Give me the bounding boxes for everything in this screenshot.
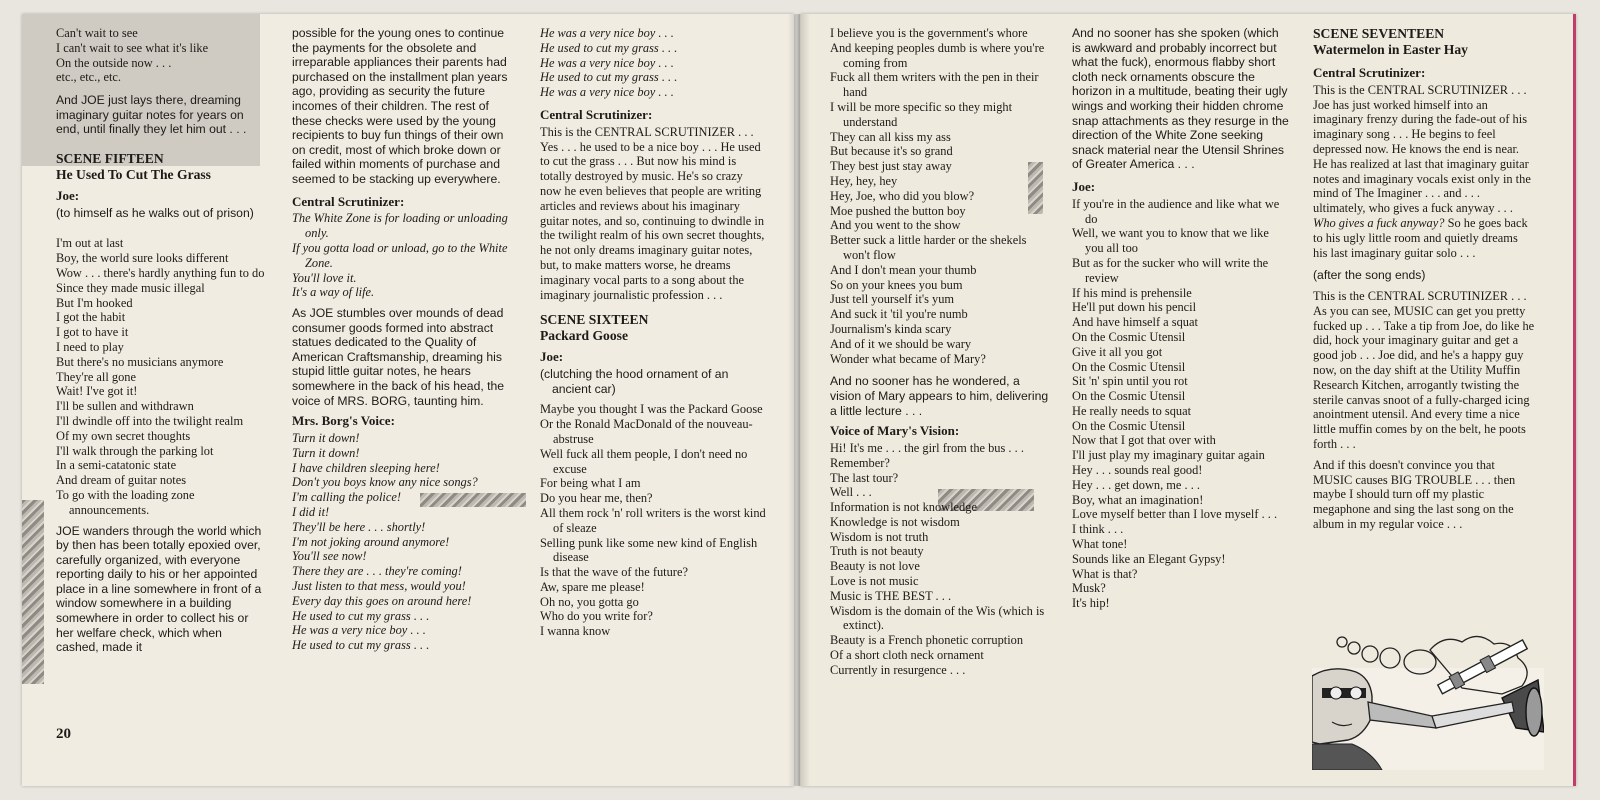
text-line: Wait! I've got it! [56,384,138,399]
text-line: I need to play [56,339,124,354]
text-line: I will be more specific so they might understand [830,99,1013,129]
text-line: And I don't mean your thumb [830,262,977,277]
text-line: Knowledge is not wisdom [830,514,960,529]
text-line: Well . . . [830,485,872,500]
book-gutter [788,14,810,786]
text-line: He'll put down his pencil [1072,300,1197,315]
column-6 [1313,26,1535,538]
song-lines [56,236,266,517]
text-line: I think . . . [1072,522,1124,537]
text-line: Do you hear me, then? [540,491,653,506]
megaphone-man-illustration [1312,632,1544,770]
borg-lines [292,431,516,653]
song-lines [1072,197,1290,611]
text-line: Turn it down! [292,431,360,446]
text-line: If you gotta load or unload, go to the White Zone. [292,240,508,270]
text-line: Oh no, you gotta go [540,594,639,609]
text-line: They're all gone [56,369,136,384]
text-line: Since they made music illegal [56,280,205,295]
text-line: Sounds like an Elegant Gypsy! [1072,551,1226,566]
narration: This is the CENTRAL SCRUTINIZER . . . Joe has just worked himself into an imaginary frenzy during the fade-out of his imaginary song . . . He begins to feel depressed now. He knows the end is near. He has realized at last that imaginary guitar notes and imaginary vocals exist only in the mind of The Imaginer . . . and . . . ultimately, who gives a fuck anyway . . . Who gives a fuck anyway? So he goes back to his ugly little room and quietly dreams his last imaginary guitar solo . . . [1313,82,1531,260]
text-line: Or the Ronald MacDonald of the nouveau-abstruse [540,417,753,446]
speaker-label: Central Scrutinizer: [540,106,653,122]
text-line: He used to cut my grass . . . [292,638,430,653]
narration: As JOE stumbles over mounds of dead consumer goods formed into abstract statues dedicated to the Quality of American Craftsmanship, dreaming his stupid little guitar notes, he hears somewhere in the back of his head, the voice of MRS. BORG, taunting him. [292,306,505,408]
text-line: Wonder what became of Mary? [830,351,986,366]
text-line: On the outside now . . . [56,55,172,70]
text-line: He was a very nice boy . . . [292,623,426,638]
text-line: Hey . . . sounds real good! [1072,463,1203,478]
song-lines [56,26,266,85]
song-lines [540,402,766,639]
text-line: I'll walk through the parking lot [56,443,214,458]
narration: This is the CENTRAL SCRUTINIZER . . . Yes . . . he used to be a nice boy . . . He used to cut the grass . . . But now his mind is totally destroyed by music. He's so crazy now he even believes that people are writing articles and reviews about his imaginary guitar notes, and so, continuing to dwindle in the twilight realm of his own secret thoughts, he not only dreams imaginary guitar notes, but, to make matters worse, he dreams imaginary vocal parts to a song about the imaginary journalistic profession . . . [540,124,765,302]
column-1 [56,26,266,661]
stage-direction: (to himself as he walks out of prison) [56,205,254,220]
speaker-label: Central Scrutinizer: [1313,65,1426,80]
text-line: You'll love it. [292,270,357,285]
text-line: I'm out at last [56,236,124,251]
text-line: Love is not music [830,574,919,589]
text-line: I'm not joking around anymore! [292,534,450,549]
text-line: Every day this goes on around here! [292,593,472,608]
text-line: Don't you boys know any nice songs? [292,475,478,490]
narration: And no sooner has he wondered, a vision of Mary appears to him, delivering a little lecture . . . [830,374,1049,418]
text-line: I have children sleeping here! [292,460,440,475]
text-line: I'll just play my imaginary guitar again [1072,448,1265,463]
text-line: And suck it 'til you're numb [830,307,968,322]
text-line: etc., etc., etc. [56,70,122,85]
text-line: Remember? [830,455,890,470]
text-line: Wisdom is not truth [830,529,929,544]
text-line: Now that I got that over with [1072,433,1216,448]
text-line: Better suck a little harder or the shekels won't flow [830,233,1027,262]
text-line: And have himself a squat [1072,315,1198,330]
text-line: Boy, the world sure looks different [56,251,229,266]
scene-title: SCENE SEVENTEEN [1313,26,1445,41]
text-line: The White Zone is for loading or unloading only. [292,211,508,241]
text-line: Boy, what an imagination! [1072,492,1204,507]
text-line: Just tell yourself it's yum [830,292,955,307]
text-line: Musk? [1072,581,1106,596]
text-line: Hey . . . get down, me . . . [1072,477,1201,492]
text-line: And you went to the show [830,218,961,233]
text-line: Is that the wave of the future? [540,565,688,580]
speaker-label: Joe: [56,187,80,203]
speaker-label: Joe: [1072,178,1096,194]
text-line: He really needs to squat [1072,403,1192,418]
text-line: Love myself better than I love myself . . . [1072,507,1278,522]
text-line: There they are . . . they're coming! [292,564,462,579]
text-line: And dream of guitar notes [56,473,187,488]
speaker-label: Voice of Mary's Vision: [830,423,960,439]
stage-direction: (clutching the hood ornament of an ancient car) [540,367,729,396]
text-line: What tone! [1072,537,1128,552]
text-line: For being what I am [540,476,641,491]
text-line: The last tour? [830,470,899,485]
text-line: I'm calling the police! [292,490,401,505]
column-4 [830,26,1052,678]
text-line: Aw, spare me please! [540,579,645,594]
text-line: To go with the loading zone announcements. [56,487,195,517]
text-line: Currently in resurgence . . . [830,662,966,677]
text-line: Selling punk like some new kind of English disease [540,535,758,565]
speaker-label: Central Scrutinizer: [292,193,405,209]
text-line: Hey, Joe, who did you blow? [830,188,975,203]
text-line: Of a short cloth neck ornament [830,648,984,663]
text-line: Information is not knowledge [830,500,977,515]
text-line: So on your knees you bum [830,277,963,292]
narration: This is the CENTRAL SCRUTINIZER . . . As you can see, MUSIC can get you pretty fucked up . . . Take a tip from Joe, do like he did, hock your imaginary guitar and get a good job . . . Joe did, and he's a happy guy now, on the day shift at the Utility Muffin Research Kitchen, arrogantly twisting the sterile canvas snoot of a fully-charged icing anointment utensil. And every time a nice little muffin comes by on the belt, he poots forth . . . [1313,288,1535,451]
text-line: Fuck all them writers with the pen in their hand [830,70,1039,100]
text-line: All them rock 'n' roll writers is the worst kind of sleaze [540,505,766,535]
column-5 [1072,26,1290,611]
text-line: I wanna know [540,624,611,639]
text-line: They can all kiss my ass [830,129,951,144]
text-line: But as for the sucker who will write the review [1072,255,1269,285]
announcement-lines [292,211,516,300]
text-line: They best just stay away [830,159,952,174]
text-line: In a semi-catatonic state [56,458,177,473]
text-line: Well, we want you to know that we like you all too [1072,226,1269,256]
text-line: But I'm hooked [56,295,133,310]
text-line: On the Cosmic Utensil [1072,359,1186,374]
narration: JOE wanders through the world which by then has been totally epoxied over, carefully organized, with everyone reporting daily to his or her appointed place in a line somewhere in front of a window somewhere in a building somewhere in order to collect his or her welfare check, which when cashed, made it [56,523,262,655]
text-line: Well fuck all them people, I don't need no excuse [540,446,748,476]
text-line: Wisdom is the domain of the Wis (which is extinct). [830,603,1045,633]
scene-title: SCENE FIFTEEN [56,150,164,166]
scene-subtitle: Packard Goose [540,328,628,344]
narration: And JOE just lays there, dreaming imaginary guitar notes for years on end, until finally they let him out . . . [56,93,247,137]
text-line: Give it all you got [1072,344,1163,359]
text-line: And of it we should be wary [830,336,972,351]
text-line: Turn it down! [292,445,360,460]
column-3 [540,26,766,639]
text-line: But because it's so grand [830,144,953,159]
text-line: Of my own secret thoughts [56,428,191,443]
text-line: Who do you write for? [540,609,653,624]
text-line: Truth is not beauty [830,544,924,559]
text-line: He used to cut my grass . . . [540,40,678,55]
song-lines [830,441,1052,678]
text-line: I got to have it [56,325,129,340]
text-line: I did it! [292,505,330,520]
text-line: He was a very nice boy . . . [540,55,674,70]
text-line: Moe pushed the button boy [830,203,966,218]
speaker-label: Joe: [540,349,564,365]
text-line: I'll be sullen and withdrawn [56,399,194,414]
scene-subtitle: Watermelon in Easter Hay [1313,42,1468,57]
text-line: Beauty is a French phonetic corruption [830,633,1024,648]
text-line: Hi! It's me . . . the girl from the bus . . . [830,440,1024,455]
text-line: Can't wait to see [56,26,138,40]
text-line: But there's no musicians anymore [56,354,224,369]
text-line: He used to cut my grass . . . [540,70,678,85]
narration: And no sooner has she spoken (which is awkward and probably incorrect but what the fuck), enormous flabby short cloth neck ornaments obscure the horizon in a multitude, beating their ugly wings and working their hidden chrome snap attachments as they resurge in the direction of the White Zone seeking snack material near the Utensil Shrines of Greater America . . . [1072,26,1289,172]
text-line: Wow . . . there's hardly anything fun to do [56,265,265,280]
text-line: I can't wait to see what it's like [56,40,209,55]
page-number: 20 [56,726,71,742]
speaker-label: Mrs. Borg's Voice: [292,413,395,429]
text-line: Just listen to that mess, would you! [292,579,466,594]
photo-strip-left [22,500,44,684]
narration: possible for the young ones to continue the payments for the obsolete and irreparable appliances their parents had purchased on the installment plan years ago, providing as security the future incomes of their children. The rest of these checks were used by the young recipients to buy fun things of their own on credit, most of which broke down or failed within moments of purchase and seemed to be stacking up everywhere. [292,26,508,186]
text-line: And keeping peoples dumb is where you're coming from [830,40,1045,70]
text-line: It's a way of life. [292,285,375,300]
text-line: They'll be here . . . shortly! [292,519,426,534]
text-line: It's hip! [1072,596,1110,611]
text-line: You'll see now! [292,549,367,564]
song-lines [830,26,1052,366]
text-line: Sit 'n' spin until you rot [1072,374,1188,389]
text-line: What is that? [1072,566,1138,581]
text-line: Beauty is not love [830,559,920,574]
text-line: I got the habit [56,310,126,325]
text-line: If you're in the audience and like what we do [1072,196,1280,226]
refrain-lines [540,26,766,100]
page-edge-mark [1573,14,1576,786]
text-line: I'll dwindle off into the twilight realm [56,413,244,428]
text-line: Music is THE BEST . . . [830,588,952,603]
scene-title: SCENE SIXTEEN [540,312,649,328]
text-line: Maybe you thought I was the Packard Goose [540,402,763,417]
text-line: He used to cut my grass . . . [292,608,430,623]
text-line: On the Cosmic Utensil [1072,389,1186,404]
text-line: Journalism's kinda scary [830,321,952,336]
stage-direction: (after the song ends) [1313,268,1426,283]
text-line: He was a very nice boy . . . [540,85,674,100]
text-line: I believe you is the government's whore [830,26,1028,40]
text-line: On the Cosmic Utensil [1072,329,1186,344]
narration: And if this doesn't convince you that MUSIC causes BIG TROUBLE . . . then maybe I should turn off my plastic megaphone and sing the last song on the album in my regular voice . . . [1313,457,1516,531]
text-line: Hey, hey, hey [830,173,898,188]
text-line: On the Cosmic Utensil [1072,418,1186,433]
column-2 [292,26,516,653]
text-line: If his mind is prehensile [1072,285,1192,300]
scene-subtitle: He Used To Cut The Grass [56,166,211,182]
text-line: He was a very nice boy . . . [540,26,674,40]
